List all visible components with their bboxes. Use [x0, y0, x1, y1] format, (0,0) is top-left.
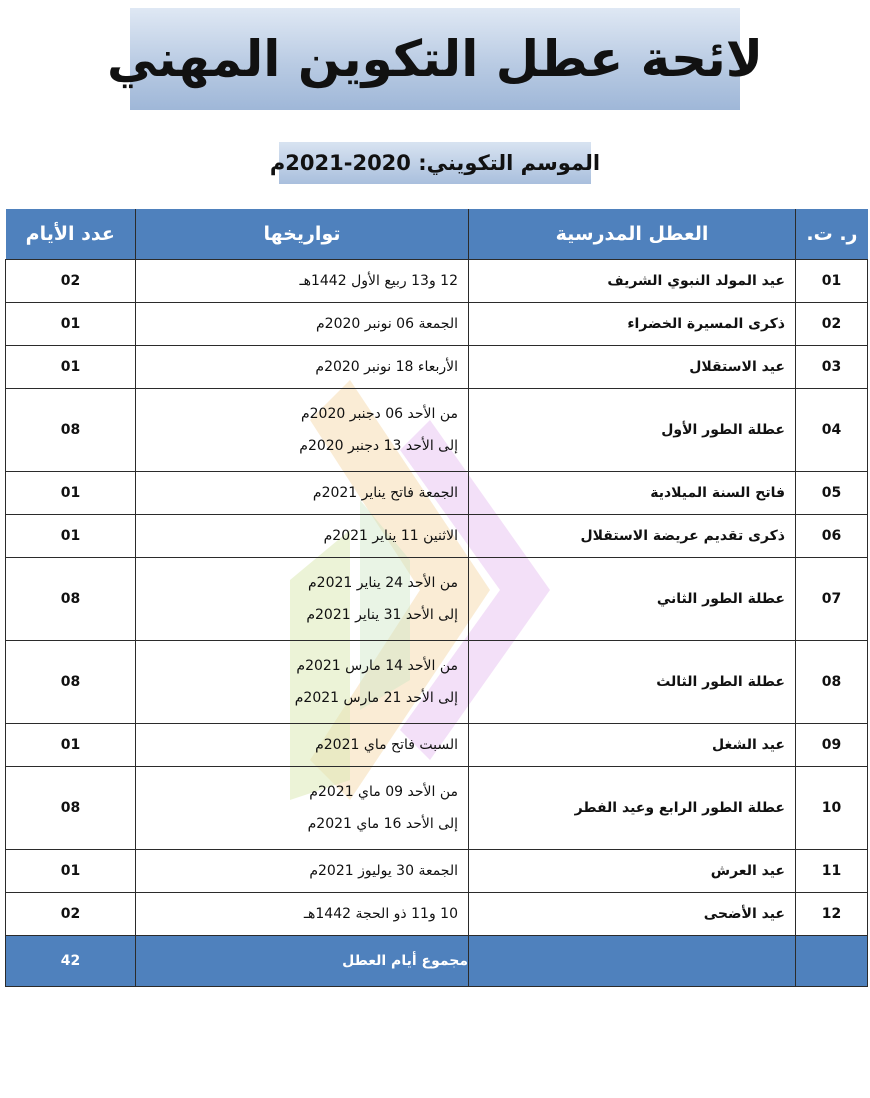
date-line: الجمعة 06 نونبر 2020م — [315, 316, 458, 332]
header-holiday-name: العطل المدرسية — [469, 209, 796, 260]
date-line: إلى الأحد 21 مارس 2021م — [294, 690, 458, 706]
holidays-table — [5, 209, 868, 987]
table-row — [6, 850, 868, 893]
holiday-dates — [136, 641, 469, 724]
date-line: من الأحد 09 ماي 2021م — [309, 784, 458, 800]
row-number: 10 — [796, 767, 868, 850]
holiday-name: عطلة الطور الأول — [469, 389, 796, 472]
days-count: 01 — [6, 303, 136, 346]
holiday-name: عطلة الطور الرابع وعيد الفطر — [469, 767, 796, 850]
days-count: 01 — [6, 346, 136, 389]
table-row — [6, 472, 868, 515]
total-row — [6, 936, 868, 987]
days-count: 01 — [6, 472, 136, 515]
total-spacer — [796, 936, 868, 987]
row-number: 08 — [796, 641, 868, 724]
total-value: 42 — [6, 936, 136, 987]
table-row — [6, 515, 868, 558]
row-number: 03 — [796, 346, 868, 389]
row-number: 07 — [796, 558, 868, 641]
season-banner — [269, 142, 601, 184]
days-count: 08 — [6, 767, 136, 850]
table-row — [6, 893, 868, 936]
table-row — [6, 724, 868, 767]
table-header-row — [6, 209, 868, 260]
date-line: إلى الأحد 13 دجنبر 2020م — [299, 438, 458, 454]
date-line: من الأحد 14 مارس 2021م — [296, 658, 458, 674]
table-row — [6, 389, 868, 472]
date-line: الجمعة فاتح يناير 2021م — [312, 485, 458, 501]
table-row — [6, 558, 868, 641]
holiday-name: عيد الاستقلال — [469, 346, 796, 389]
holiday-dates — [136, 558, 469, 641]
holiday-dates — [136, 515, 469, 558]
holiday-dates — [136, 724, 469, 767]
date-line: الأربعاء 18 نونبر 2020م — [315, 359, 458, 375]
season-label: الموسم التكويني: 2020-2021م — [269, 151, 601, 175]
days-count: 08 — [6, 641, 136, 724]
days-count: 08 — [6, 389, 136, 472]
holiday-name: عيد الشغل — [469, 724, 796, 767]
days-count: 01 — [6, 724, 136, 767]
holiday-name: عطلة الطور الثاني — [469, 558, 796, 641]
date-line: من الأحد 24 يناير 2021م — [308, 575, 458, 591]
title-banner — [106, 8, 764, 110]
table-row — [6, 346, 868, 389]
date-line: 10 و11 ذو الحجة 1442هـ — [303, 906, 458, 922]
date-line: 12 و13 ربيع الأول 1442هـ — [299, 273, 458, 289]
row-number: 12 — [796, 893, 868, 936]
holiday-dates — [136, 767, 469, 850]
row-number: 11 — [796, 850, 868, 893]
total-label: مجموع أيام العطل — [136, 936, 469, 987]
days-count: 01 — [6, 515, 136, 558]
holiday-name: عيد العرش — [469, 850, 796, 893]
table-row — [6, 260, 868, 303]
holiday-dates — [136, 389, 469, 472]
holiday-dates — [136, 472, 469, 515]
date-line: إلى الأحد 31 يناير 2021م — [306, 607, 458, 623]
days-count: 02 — [6, 893, 136, 936]
date-line: الاثنين 11 يناير 2021م — [323, 528, 458, 544]
holiday-dates — [136, 260, 469, 303]
holiday-name: ذكرى المسيرة الخضراء — [469, 303, 796, 346]
header-dates: تواريخها — [136, 209, 469, 260]
date-line: الجمعة 30 يوليوز 2021م — [309, 863, 458, 879]
days-count: 02 — [6, 260, 136, 303]
row-number: 01 — [796, 260, 868, 303]
header-days-count: عدد الأيام — [6, 209, 136, 260]
holiday-dates — [136, 893, 469, 936]
holiday-dates — [136, 303, 469, 346]
date-line: السبت فاتح ماي 2021م — [315, 737, 458, 753]
holiday-name: ذكرى تقديم عريضة الاستقلال — [469, 515, 796, 558]
holiday-dates — [136, 850, 469, 893]
row-number: 04 — [796, 389, 868, 472]
holiday-name: عيد الأضحى — [469, 893, 796, 936]
row-number: 06 — [796, 515, 868, 558]
days-count: 01 — [6, 850, 136, 893]
page-title: لائحة عطل التكوين المهني — [106, 30, 764, 88]
row-number: 02 — [796, 303, 868, 346]
table-body — [6, 260, 868, 936]
row-number: 05 — [796, 472, 868, 515]
table-row — [6, 767, 868, 850]
table-row — [6, 303, 868, 346]
holiday-dates — [136, 346, 469, 389]
table-row — [6, 641, 868, 724]
row-number: 09 — [796, 724, 868, 767]
header-number: ر. ت. — [796, 209, 868, 260]
total-spacer — [469, 936, 796, 987]
days-count: 08 — [6, 558, 136, 641]
holiday-name: عيد المولد النبوي الشريف — [469, 260, 796, 303]
date-line: من الأحد 06 دجنبر 2020م — [300, 406, 458, 422]
holiday-name: عطلة الطور الثالث — [469, 641, 796, 724]
date-line: إلى الأحد 16 ماي 2021م — [307, 816, 458, 832]
holiday-name: فاتح السنة الميلادية — [469, 472, 796, 515]
